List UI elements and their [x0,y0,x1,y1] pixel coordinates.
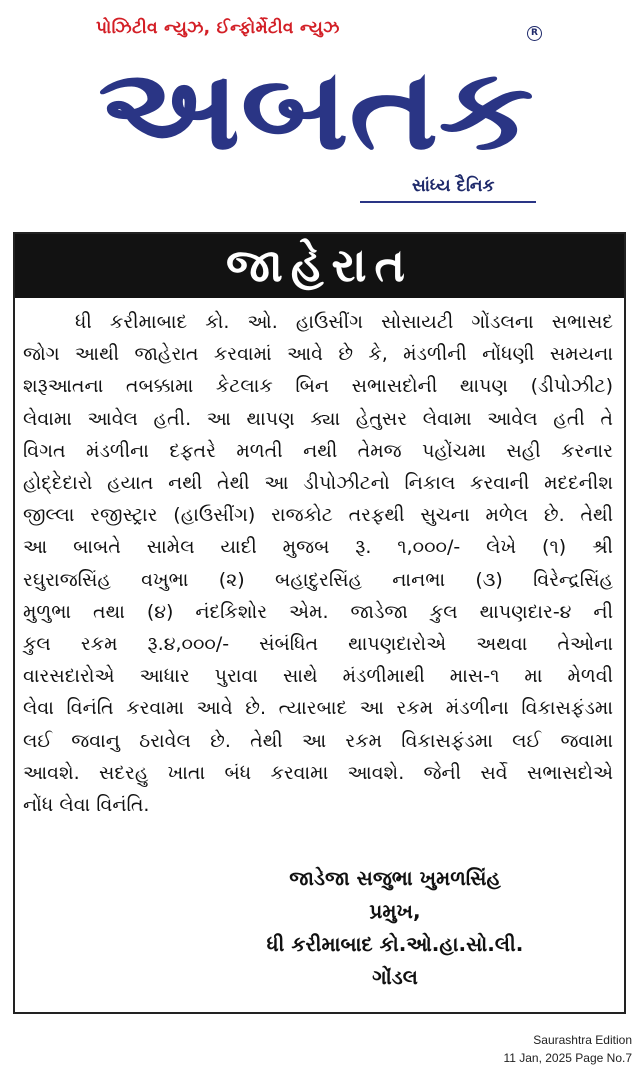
brand-logo-text: અબતક [98,45,534,164]
public-notice-box [13,232,626,1014]
notice-line: રઘુરાજસિંહ વખુભા (૨) બહાદુરસિંહ નાનભા (૩) વિરેન્દ્રસિંહ [23,568,613,591]
edition-label: સાંધ્ય દૈનિક [412,176,495,196]
notice-title-bar [15,234,624,298]
notice-line: શરૂઆતના તબક્કામા કેટલાક બિન સભાસદોની થાપણ (ડીપોઝીટ) [23,375,613,398]
notice-body [23,306,613,821]
notice-line: ધી કરીમાબાદ કો. ઓ. હાઉસીંગ સોસાયટી ગોંડલના સભાસદ [75,311,613,333]
notice-line: આવશે. સદરહુ ખાતા બંધ કરવામા આવશે. જેની સર્વે સભાસદોએ [23,761,613,784]
notice-line: જોગ આથી જાહેરાત કરવામાં આવે છે કે, મંડળીની નોંધણી સમયના [23,343,613,366]
signatory-name: જાડેજા સજુભા ખુમળસિંહ [289,866,501,890]
signatory-place: ગોંડલ [372,965,418,989]
notice-signature-block [215,862,575,994]
notice-line: કુલ રકમ રૂ.૪,૦૦૦/- સંબંધિત થાપણદારોએ અથવા તેઓના [23,633,613,656]
notice-line: વિગત મંડળીના દફતરે મળતી નથી તેમજ પહોંચમા સહી કરનાર [23,439,613,462]
edition-name: Saurashtra Edition [533,1033,632,1047]
registered-trademark-icon: R [527,26,542,41]
brand-logo [96,44,536,164]
masthead-underline [360,201,536,203]
page-footer [503,1031,632,1067]
notice-line: મુળુભા તથા (૪) નંદકિશોર એમ. જાડેજા કુલ થાપણદાર-૪ ની [23,600,613,623]
notice-line: વારસદારોએ આધાર પુરાવા સાથે મંડળીમાથી માસ-૧ મા મેળવી [23,665,613,688]
signatory-designation: પ્રમુખ, [369,899,421,923]
newspaper-masthead [0,0,642,215]
notice-line: લેવા વિનંતિ કરવામા આવે છે. ત્યારબાદ આ રકમ મંડળીના વિકાસફંડમા [23,697,613,720]
notice-line: નોંધ લેવા વિનંતિ. [23,794,150,817]
notice-line: જીલ્લા રજીસ્ટ્રાર (હાઉસીંગ) રાજકોટ તરફથી સુચના મળેલ છે. તેથી [23,504,613,527]
notice-line: લઈ જવાનુ ઠરાવેલ છે. તેથી આ રકમ વિકાસફંડમા લઈ જવામા [23,729,613,752]
notice-title: જાહેરાત [225,238,414,292]
masthead-tagline: પોઝિટીવ ન્યુઝ, ઈન્ફોર્મેટીવ ન્યુઝ [96,18,340,38]
date-and-page: 11 Jan, 2025 Page No.7 [503,1051,632,1065]
notice-line: લેવામા આવેલ હતી. આ થાપણ ક્યા હેતુસર લેવામા આવેલ હતી તે [23,407,613,430]
notice-line: હોદ્દેદારો હયાત નથી તેથી આ ડીપોઝીટનો નિકાલ કરવાની મદદનીશ [23,472,613,495]
signatory-organization: ધી કરીમાબાદ કો.ઓ.હા.સો.લી. [266,932,524,956]
notice-line: આ બાબતે સામેલ યાદી મુજબ રૂ. ૧,૦૦૦/- લેખે (૧) શ્રી [23,536,613,559]
